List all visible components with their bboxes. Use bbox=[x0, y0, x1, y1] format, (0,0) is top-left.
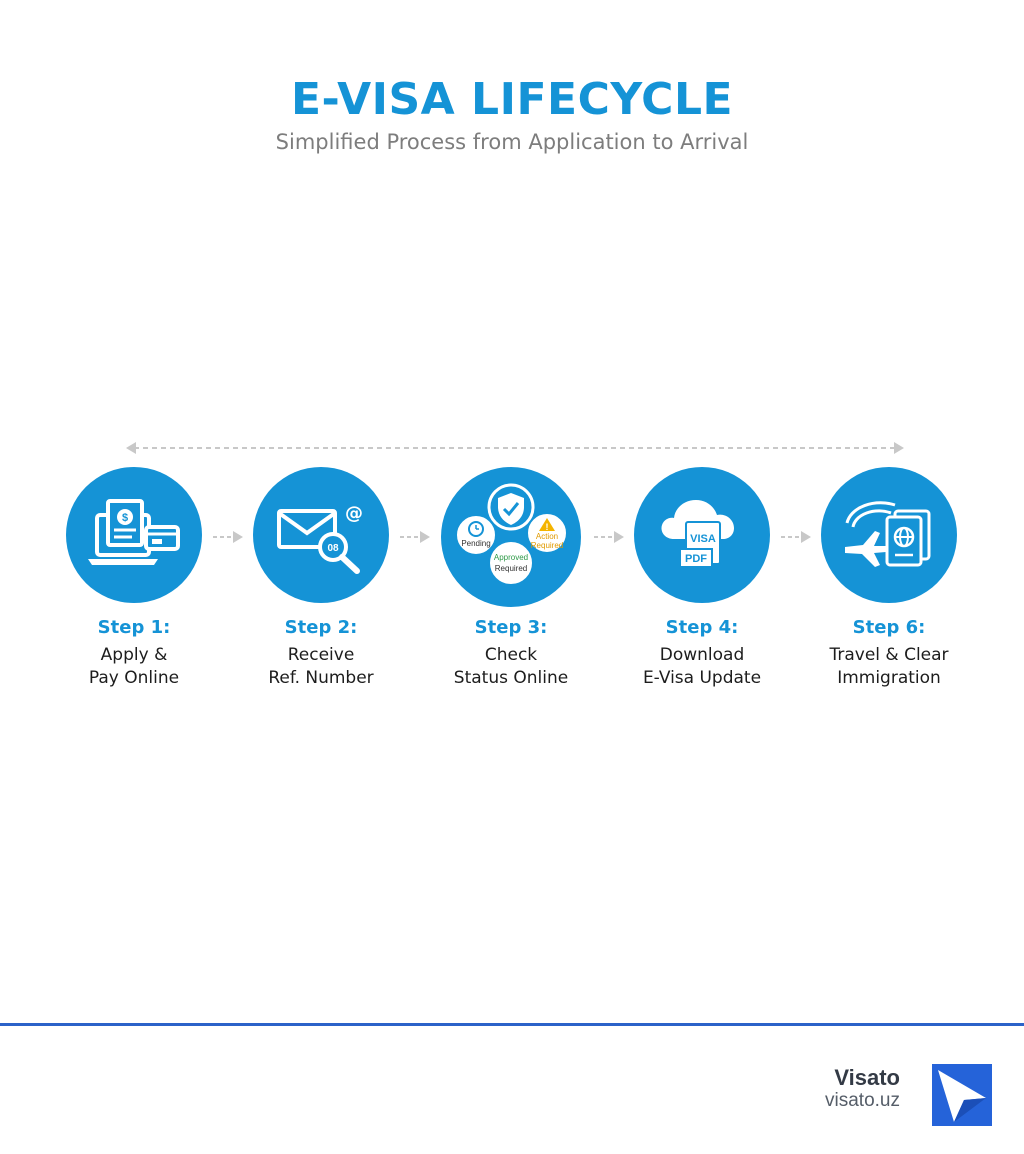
step-4-label: Step 4: bbox=[665, 617, 739, 638]
step-4-description: Download E-Visa Update bbox=[642, 645, 762, 688]
cloud-download-icon bbox=[634, 467, 770, 603]
step-6 bbox=[794, 467, 984, 690]
step-1-circle bbox=[66, 467, 202, 603]
lifecycle-double-arrow bbox=[120, 438, 910, 458]
step-3-circle bbox=[441, 467, 581, 607]
brand-url: visato.uz bbox=[825, 1090, 900, 1111]
page-subtitle: Simplified Process from Application to Arrival bbox=[275, 130, 749, 154]
svg-text:08: 08 bbox=[327, 543, 339, 554]
step-2-circle bbox=[253, 467, 389, 603]
step-4-circle bbox=[634, 467, 770, 603]
step-3-label: Step 3: bbox=[474, 617, 548, 638]
step-3-description: Check Status Online bbox=[453, 645, 569, 688]
email-search-icon bbox=[253, 467, 389, 603]
svg-text:VISA: VISA bbox=[690, 533, 716, 545]
plane-passport-icon bbox=[821, 467, 957, 603]
step-1-label: Step 1: bbox=[97, 617, 171, 638]
svg-text:Required: Required bbox=[494, 564, 528, 573]
svg-text:Approved: Approved bbox=[493, 553, 529, 562]
step-6-circle bbox=[821, 467, 957, 603]
svg-text:$: $ bbox=[121, 512, 129, 524]
step-6-label: Step 6: bbox=[852, 617, 926, 638]
step-3 bbox=[416, 467, 606, 690]
step-4 bbox=[607, 467, 797, 690]
svg-text:!: ! bbox=[545, 522, 549, 532]
step-1-description: Apply & Pay Online bbox=[88, 645, 180, 688]
page-title: E-VISA LIFECYCLE bbox=[290, 74, 734, 125]
brand-name: Visato bbox=[834, 1065, 900, 1090]
step-6-description: Travel & Clear Immigration bbox=[829, 645, 949, 688]
step-2-description: Receive Ref. Number bbox=[268, 645, 374, 688]
svg-text:Required: Required bbox=[530, 541, 564, 550]
svg-text:Action: Action bbox=[535, 532, 559, 541]
laptop-payment-icon bbox=[66, 467, 202, 603]
step-2-label: Step 2: bbox=[284, 617, 358, 638]
svg-text:PDF: PDF bbox=[685, 553, 707, 565]
step-2 bbox=[226, 467, 416, 690]
visato-logo-icon bbox=[932, 1064, 992, 1126]
step-1 bbox=[39, 467, 229, 690]
footer-divider bbox=[0, 1023, 1024, 1026]
status-check-icon bbox=[441, 467, 581, 607]
svg-text:Pending: Pending bbox=[461, 539, 491, 548]
svg-text:@: @ bbox=[345, 503, 363, 524]
